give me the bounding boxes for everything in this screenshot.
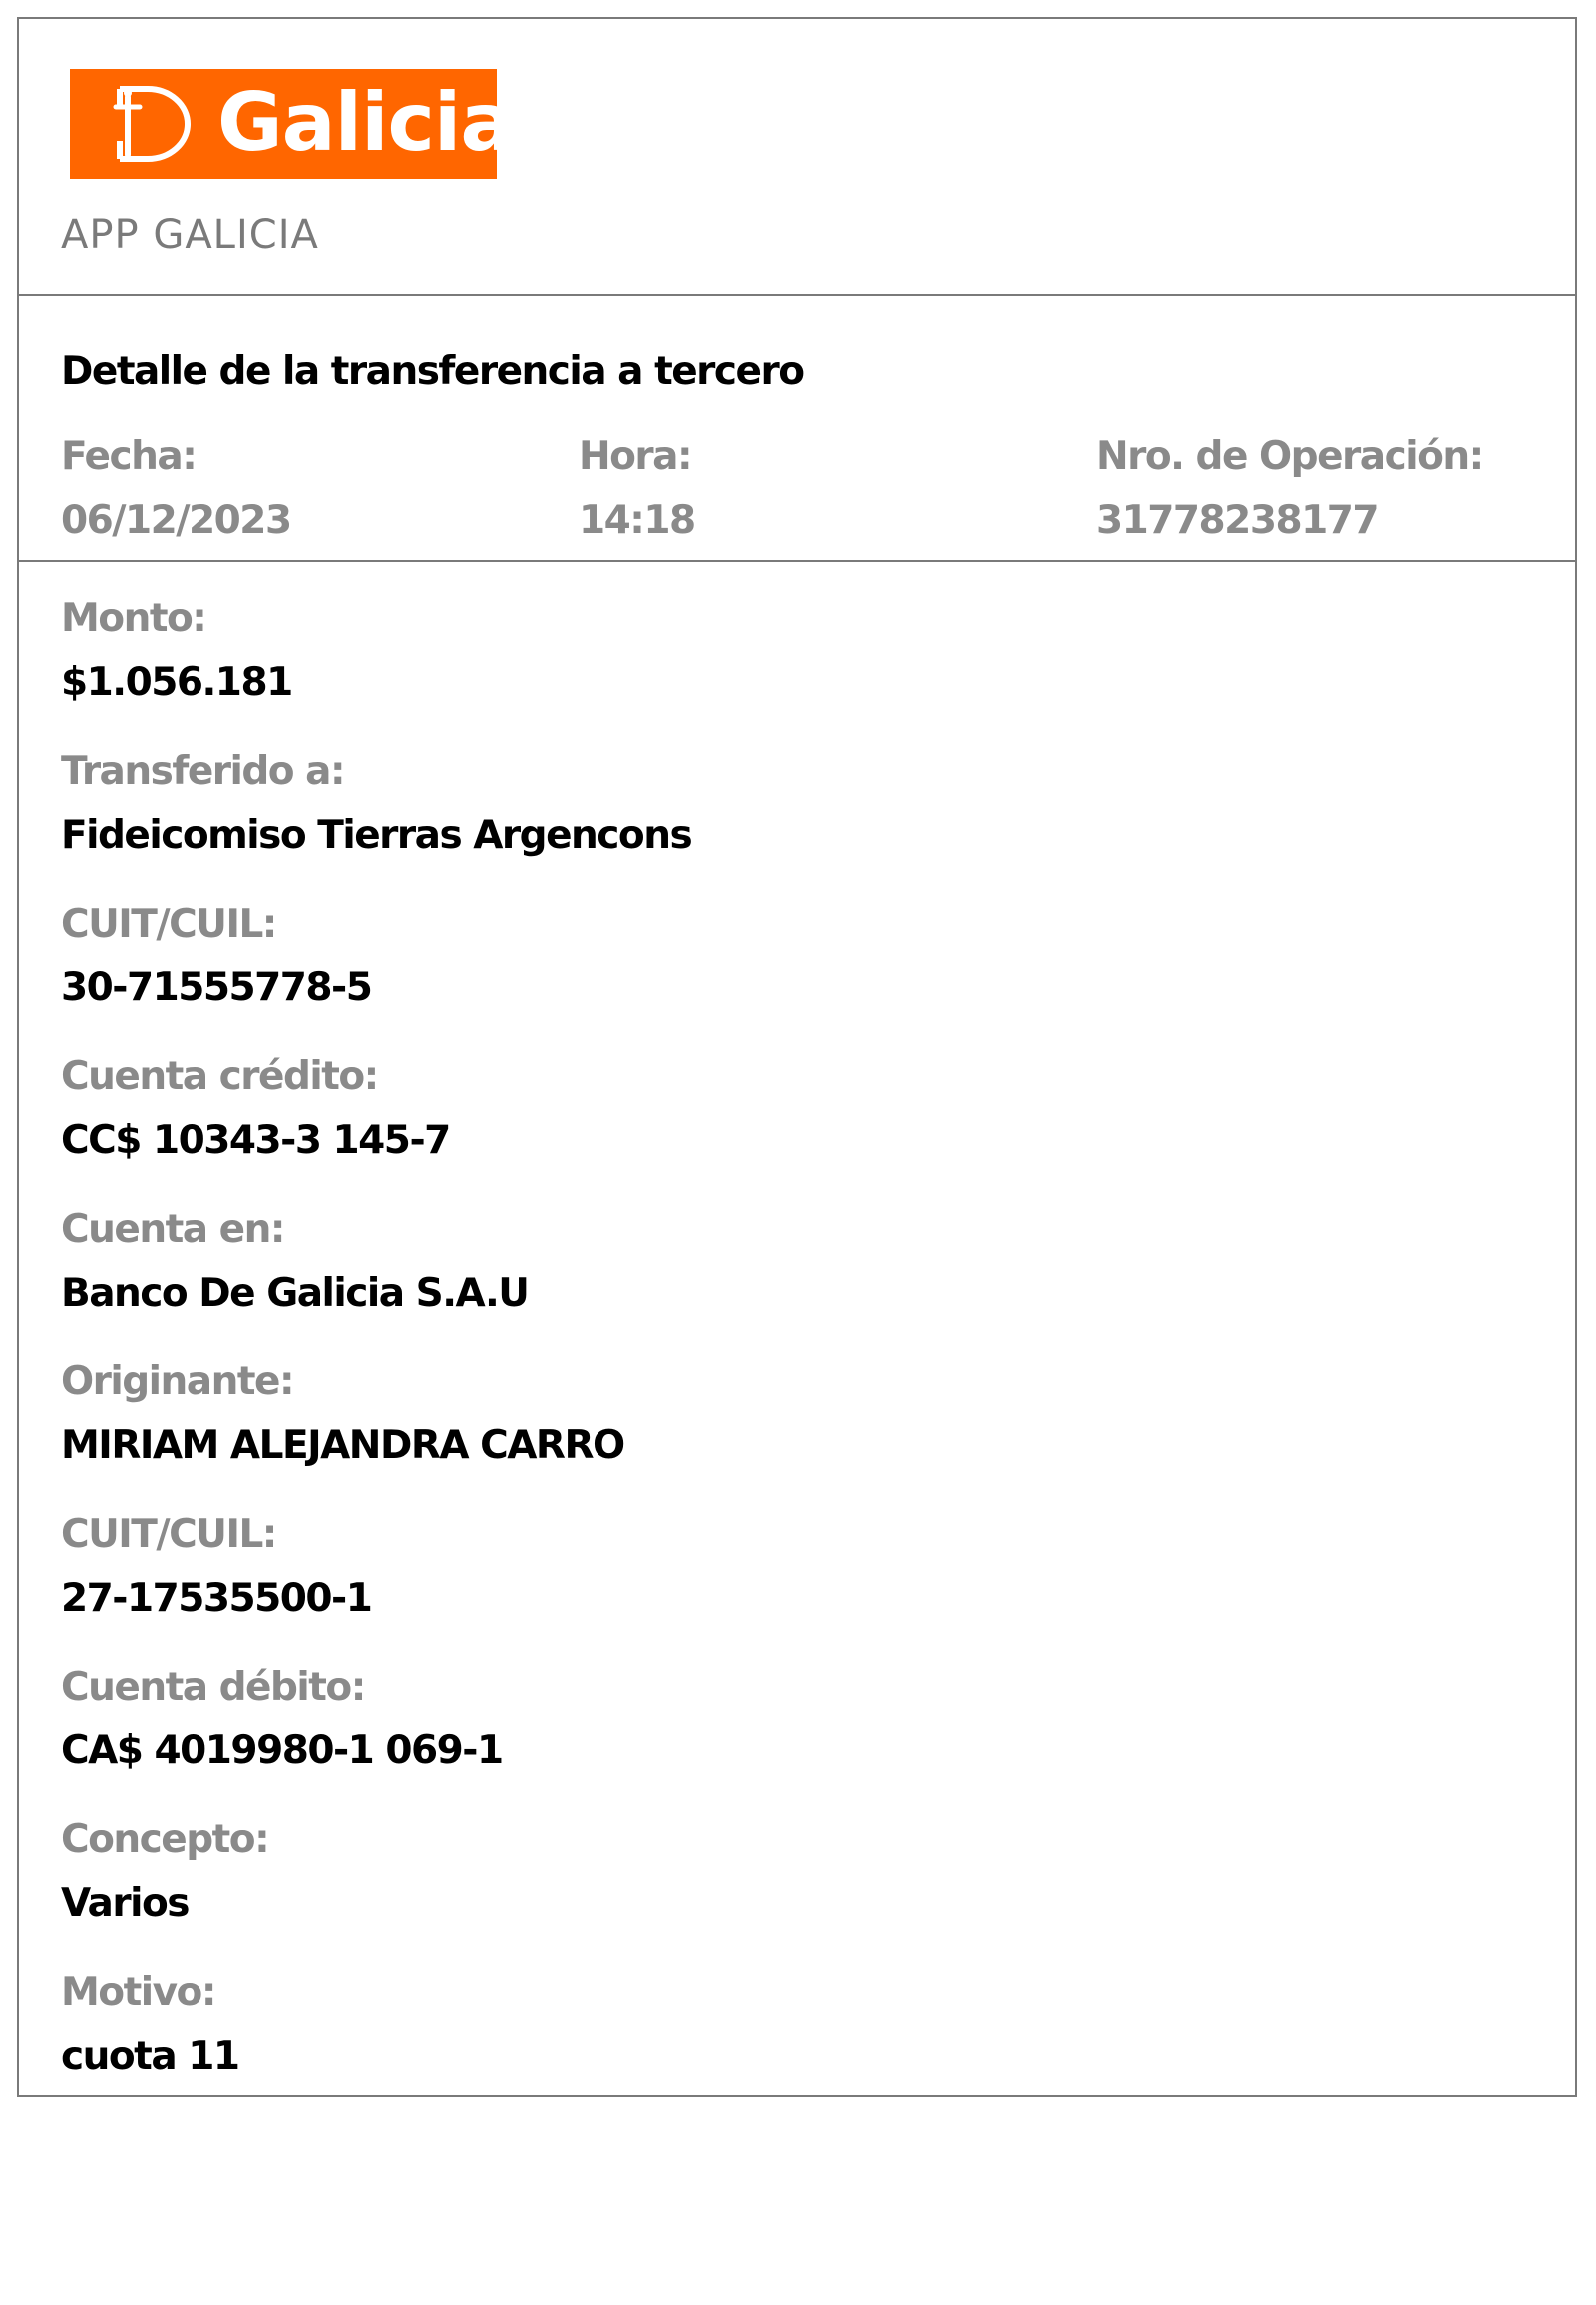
field-concept — [61, 1816, 1537, 1969]
time-value: 14:18 — [579, 498, 695, 543]
field-value: Varios — [61, 1881, 189, 1926]
field-value: CA$ 4019980-1 069-1 — [61, 1729, 503, 1773]
field-amount — [61, 595, 1537, 748]
field-value: 30-71555778-5 — [61, 965, 372, 1010]
field-value: Banco De Galicia S.A.U — [61, 1271, 529, 1316]
field-originator-cuit — [61, 1511, 1537, 1664]
receipt-header — [19, 19, 1575, 296]
field-label: CUIT/CUIL: — [61, 1512, 276, 1557]
field-originator — [61, 1358, 1537, 1511]
transfer-receipt — [17, 17, 1577, 2097]
page-title: Detalle de la transferencia a tercero — [61, 349, 804, 394]
field-value: CC$ 10343-3 145-7 — [61, 1118, 450, 1163]
field-label: Motivo: — [61, 1970, 215, 2015]
operation-block — [1096, 433, 1483, 545]
field-label: Transferido a: — [61, 749, 345, 794]
date-block — [61, 433, 291, 545]
field-value: cuota 11 — [61, 2034, 239, 2079]
field-value: $1.056.181 — [61, 660, 292, 705]
field-value: 27-17535500-1 — [61, 1576, 372, 1621]
field-reason — [61, 1969, 1537, 2121]
app-name: APP GALICIA — [61, 212, 319, 258]
field-label: Cuenta en: — [61, 1207, 284, 1252]
field-recipient — [61, 748, 1537, 901]
operation-number-label: Nro. de Operación: — [1096, 434, 1483, 479]
field-label: CUIT/CUIL: — [61, 902, 276, 947]
field-label: Concepto: — [61, 1817, 269, 1862]
transfer-summary — [19, 296, 1575, 562]
field-recipient-cuit — [61, 901, 1537, 1053]
time-block — [579, 433, 695, 545]
field-label: Cuenta débito: — [61, 1665, 365, 1710]
date-label: Fecha: — [61, 434, 197, 479]
field-bank — [61, 1206, 1537, 1358]
date-value: 06/12/2023 — [61, 498, 291, 543]
field-credit-account — [61, 1053, 1537, 1206]
field-label: Cuenta crédito: — [61, 1054, 378, 1099]
logo-text: Galicia — [217, 76, 514, 169]
field-label: Originante: — [61, 1359, 294, 1404]
galicia-logo — [70, 69, 514, 179]
field-value: MIRIAM ALEJANDRA CARRO — [61, 1423, 624, 1468]
field-debit-account — [61, 1664, 1537, 1816]
field-value: Fideicomiso Tierras Argencons — [61, 813, 692, 858]
time-label: Hora: — [579, 434, 692, 479]
transfer-details — [61, 595, 1537, 2121]
operation-number-value: 31778238177 — [1096, 498, 1378, 543]
field-label: Monto: — [61, 596, 206, 641]
galicia-cross-icon — [70, 69, 217, 179]
